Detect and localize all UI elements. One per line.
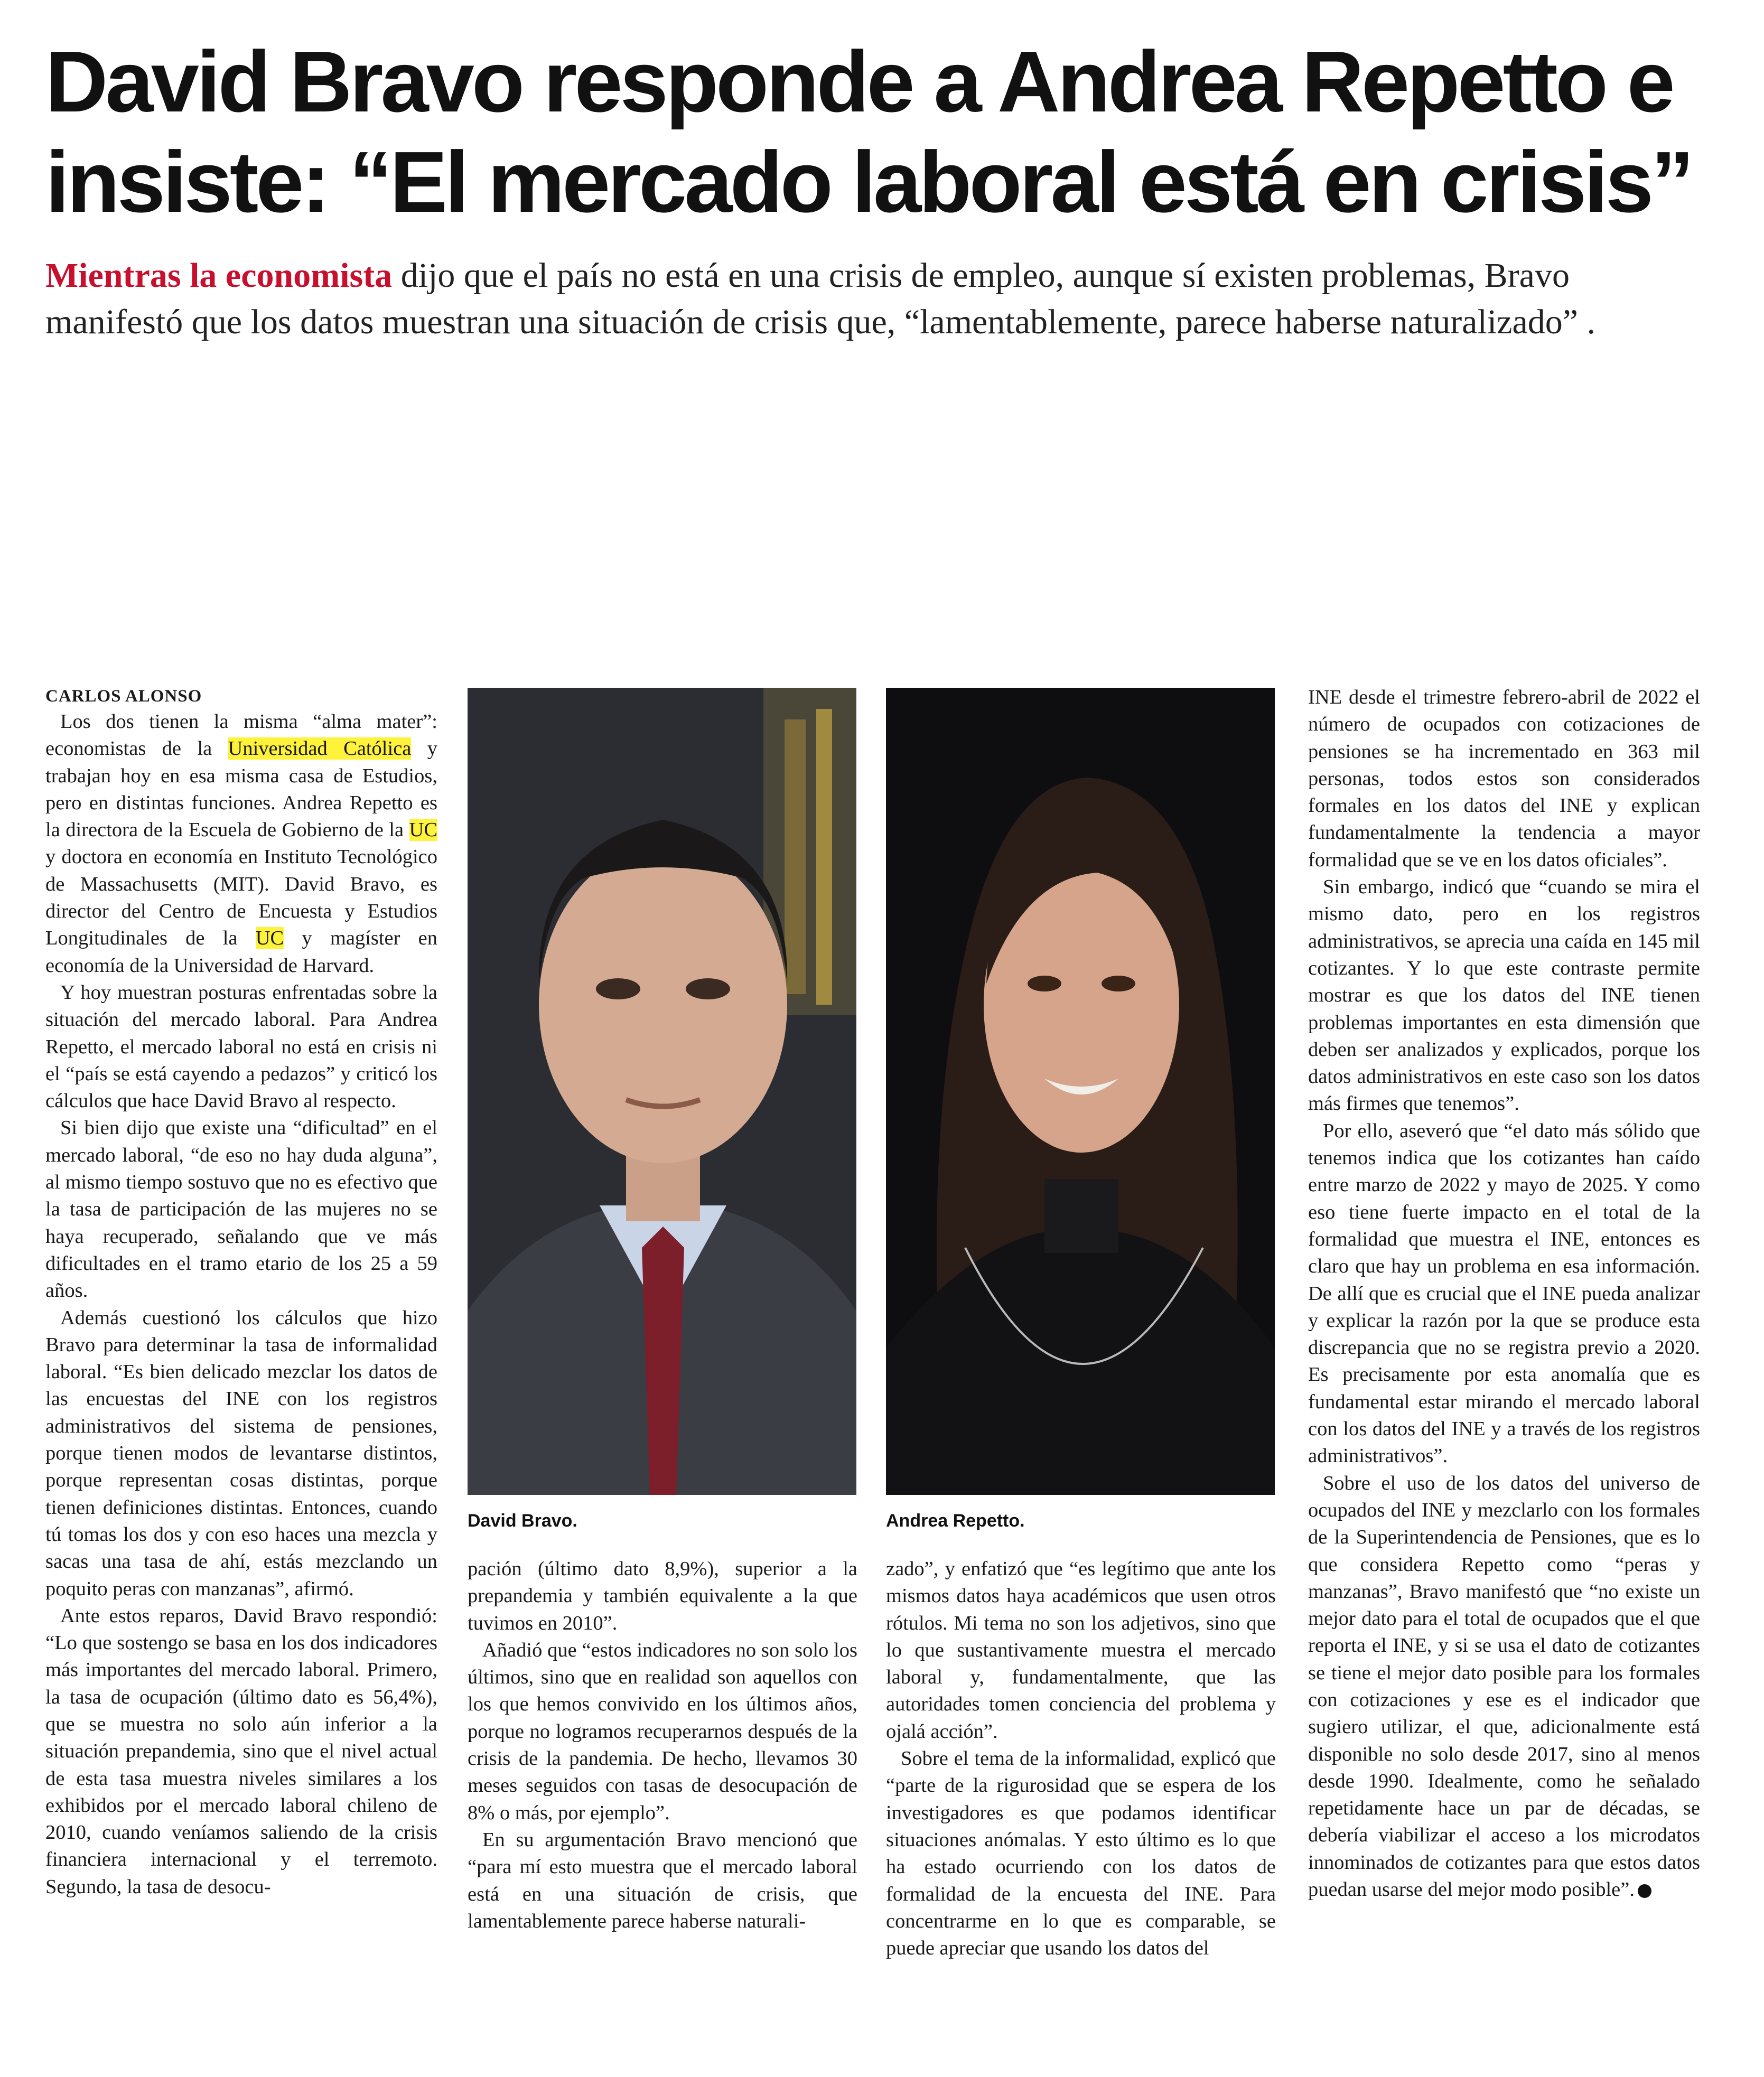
caption-photo-1: David Bravo. [468, 1511, 577, 1531]
text-run: y magíster en economía de la Universidad de Harvard. [45, 927, 437, 977]
paragraph: pación (último dato 8,9%), superior a la prepandemia y también equivalente a la que tuvimos en 2010”. [468, 1558, 857, 1634]
deck [45, 252, 1710, 345]
paragraph [45, 708, 437, 979]
text-run: y doctora en economía en Instituto Tecnológico de Massachusetts (MIT). David Bravo, es director del Centro de Encuesta y Estudios Longitudinales de la [45, 846, 437, 950]
article-column-1 [45, 684, 437, 1901]
headline: David Bravo responde a Andrea Repetto e insiste: “El mercado laboral está en crisis” [45, 33, 1692, 230]
paragraph: Sin embargo, indicó que “cuando se mira el mismo dato, pero en los registros administrativos, se aprecia una caída en 145 mil cotizantes. Y lo que este contraste permite mostrar es que los datos del INE tienen problemas importantes en esta dimensión que deben ser analizados y explicados, porque los datos administrativos en este caso son los datos más firmes que tenemos”. [1308, 876, 1700, 1115]
photo-david-bravo [468, 688, 856, 1495]
paragraph: Sobre el tema de la informalidad, explicó que “parte de la rigurosidad que se espera de los investigadores es que podamos identificar situaciones anómalas. Y esto último es lo que ha estado ocurriendo con los datos de formalidad de la encuesta del INE. Para concentrarme en lo que es comparable, se puede apreciar que usando los datos del [886, 1747, 1276, 1960]
article-column-3 [886, 1556, 1276, 1962]
end-mark-icon [1638, 1884, 1651, 1898]
article-column-4 [1308, 684, 1700, 1903]
paragraph: INE desde el trimestre febrero-abril de 2022 el número de ocupados con cotizaciones de pensiones se ha incrementado en 363 mil personas, todos estos son considerados formales en los datos del INE y explican fundamentalmente la tendencia a mayor formalidad que se ve en los datos oficiales”. [1308, 686, 1700, 871]
text-run: Los dos tienen la misma “alma mater”: economistas de la [45, 710, 437, 760]
deck-text: dijo que el país no está en una crisis de empleo, aunque sí existen problemas, Bravo manifestó que los datos muestran una situación de crisis que, “lamentablemente, parece haberse naturalizado” . [45, 256, 1596, 341]
paragraph: Y hoy muestran posturas enfrentadas sobre la situación del mercado laboral. Para Andrea Repetto, el mercado laboral no está en crisis ni el “país se está cayendo a pedazos” y criticó los cálculos que hace David Bravo al respecto. [45, 981, 437, 1112]
highlighted-term: UC [255, 927, 284, 950]
paragraph: Añadió que “estos indicadores no son solo los últimos, sino que en realidad son aquellos con los que hemos convivido en los últimos años, porque no logramos recuperarnos después de la crisis de la pandemia. De hecho, llevamos 30 meses seguidos con tasas de desocupación de 8% o más, por ejemplo”. [468, 1639, 857, 1824]
article-column-2 [468, 1556, 857, 1935]
text-run: y trabajan hoy en esa misma casa de Estudios, pero en distintas funciones. Andrea Repetto es la directora de la Escuela de Gobierno de la [45, 737, 437, 841]
deck-lead: Mientras la economista [45, 256, 393, 295]
paragraph: Además cuestionó los cálculos que hizo Bravo para determinar la tasa de informalidad laboral. “Es bien delicado mezclar los datos de las encuestas del INE con los registros administrativos del sistema de pensiones, porque tienen modos de levantarse distintos, porque representan cosas distintas, porque tienen definiciones distintas. Entonces, cuando tú tomas los dos y con eso haces una mezcla y sacas una tasa de ahí, estás mezclando un poquito peras con manzanas”, afirmó. [45, 1306, 437, 1600]
paragraph: En su argumentación Bravo mencionó que “para mí esto muestra que el mercado laboral está en una situación de crisis, que lamentablemente parece haberse naturali- [468, 1828, 857, 1932]
paragraph [1308, 1470, 1700, 1904]
paragraph: Por ello, aseveró que “el dato más sólido que tenemos indica que los cotizantes han caído entre marzo de 2022 y mayo de 2025. Y como eso tiene fuerte impacto en el total de la formalidad que muestra el INE, entonces es claro que hay un problema en esa información. De allí que es crucial que el INE pueda analizar y explicar la razón por la que se produce esta discrepancia que no se registra previo a 2020. Es precisamente por esta anomalía que es fundamental estar mirando el mercado laboral con los datos del INE y a través de los registros administrativos”. [1308, 1119, 1700, 1467]
paragraph: Ante estos reparos, David Bravo respondió: “Lo que sostengo se basa en los dos indicadores más importantes del mercado laboral. Primero, la tasa de ocupación (último dato es 56,4%), que se muestra no solo aún inferior a la situación prepandemia, sino que el nivel actual de esta tasa muestra niveles similares a los exhibidos por el mercado laboral chileno de 2010, cuando veníamos saliendo de la crisis financiera internacional y el terremoto. Segundo, la tasa de desocu- [45, 1604, 437, 1898]
paragraph: Si bien dijo que existe una “dificultad” en el mercado laboral, “de eso no hay duda alguna”, al mismo tiempo sostuvo que no es efectivo que la tasa de participación de las mujeres no se haya recuperado, señalando que ve más dificultades en el tramo etario de los 25 a 59 años. [45, 1117, 437, 1302]
text-run: Sobre el uso de los datos del universo de ocupados del INE y mezclarlo con los formales de la Superintendencia de Pensiones, que es lo que considera Repetto como “peras y manzanas”, Bravo manifestó que “no existe un mejor dato para el total de ocupados que el que reporta el INE, y si se usa el dato de cotizantes se tiene el mejor dato posible para los formales con cotizaciones y ese es el indicador que sugiero utilizar, el que, adicionalmente está disponible no solo desde 2017, sino al menos desde 1990. Idealmente, como he señalado repetidamente hace un par de décadas, se debería viabilizar el acceso a los microdatos innominados de cotizantes para que estos datos puedan usarse del mejor modo posible”. [1308, 1472, 1700, 1901]
paragraph: zado”, y enfatizó que “es legítimo que ante los mismos datos haya académicos que usen otros rótulos. Mi tema no son los adjetivos, sino que lo que sustantivamente muestra el mercado laboral y, fundamentalmente, que las autoridades tomen conciencia del problema y ojalá acción”. [886, 1558, 1276, 1743]
photo-andrea-repetto [886, 688, 1275, 1495]
caption-photo-2: Andrea Repetto. [886, 1511, 1025, 1531]
byline: CARLOS ALONSO [45, 687, 202, 706]
highlighted-term: UC [409, 819, 437, 841]
highlighted-term: Universidad Católica [228, 737, 412, 760]
